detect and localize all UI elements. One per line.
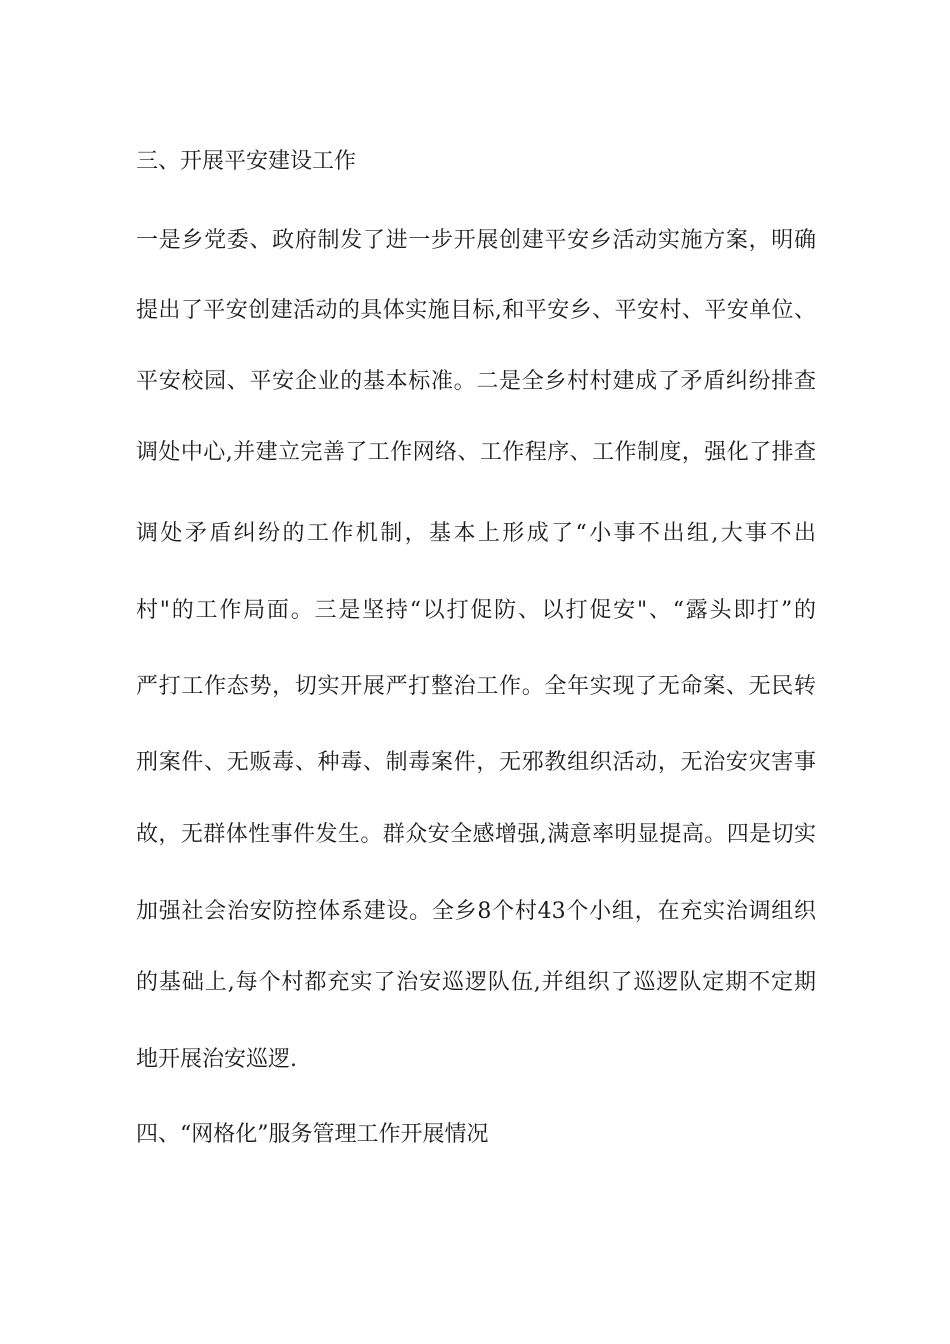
body-line: 故，无群体性事件发生。群众安全感增强,满意率明显提高。四是切实 (136, 822, 816, 847)
body-line: 严打工作态势，切实开展严打整治工作。全年实现了无命案、无民转 (136, 674, 816, 699)
body-line: 平安校园、平安企业的基本标准。二是全乡村村建成了矛盾纠纷排查 (136, 369, 816, 394)
body-line: 调处中心,并建立完善了工作网络、工作程序、工作制度，强化了排查 (136, 440, 816, 465)
body-line: 提出了平安创建活动的具体实施目标,和平安乡、平安村、平安单位、 (136, 298, 816, 323)
body-line: 一是乡党委、政府制发了进一步开展创建平安乡活动实施方案，明确 (136, 228, 816, 253)
body-line: 地开展治安巡逻. (136, 1047, 297, 1072)
section-four-heading: 四、“网格化”服务管理工作开展情况 (136, 1122, 489, 1147)
body-line: 加强社会治安防控体系建设。全乡8个村43个小组，在充实治调组织 (136, 899, 816, 924)
body-line: 的基础上,每个村都充实了治安巡逻队伍,并组织了巡逻队定期不定期 (136, 970, 816, 995)
body-line: 村"的工作局面。三是坚持“以打促防、以打促安"、“露头即打”的 (136, 598, 816, 623)
section-three-heading: 三、开展平安建设工作 (136, 149, 357, 174)
body-line: 刑案件、无贩毒、种毒、制毒案件，无邪教组织活动，无治安灾害事 (136, 750, 816, 775)
body-line: 调处矛盾纠纷的工作机制，基本上形成了“小事不出组,大事不出 (136, 521, 816, 546)
